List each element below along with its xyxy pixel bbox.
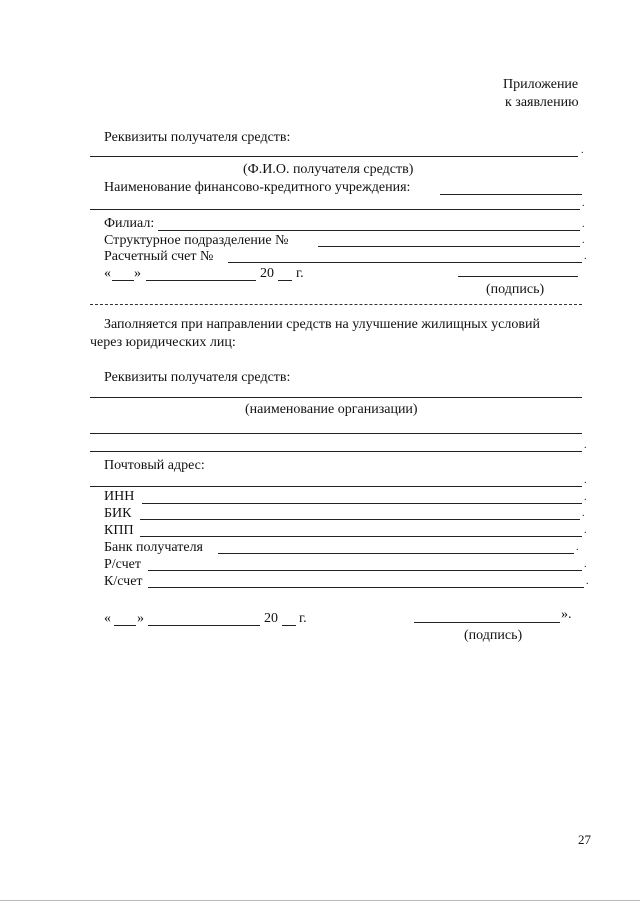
branch-field-dot: . <box>582 219 585 230</box>
account-field-dot: . <box>584 251 587 262</box>
org-field-line-2[interactable] <box>90 433 582 434</box>
fio-caption: (Ф.И.О. получателя средств) <box>243 162 414 177</box>
date1-open-quote: « <box>104 266 111 281</box>
fio-field-dot: . <box>581 145 584 156</box>
org-field-line[interactable] <box>90 397 582 398</box>
account-label: Расчетный счет № <box>104 249 214 264</box>
date1-year-suffix: г. <box>296 266 304 281</box>
branch-label: Филиал: <box>104 216 155 231</box>
inn-field-line[interactable] <box>142 503 582 504</box>
institution-field-line-2[interactable] <box>90 209 580 210</box>
date2-open-quote: « <box>104 611 111 626</box>
branch-field-line[interactable] <box>158 230 580 231</box>
postal-field-line[interactable] <box>90 486 582 487</box>
bank-label: Банк получателя <box>104 540 203 555</box>
date2-month-field[interactable] <box>148 625 260 626</box>
kpp-label: КПП <box>104 523 134 538</box>
page-bottom-edge <box>0 900 640 901</box>
appendix-title: Приложение <box>503 77 579 92</box>
org-field-line-3[interactable] <box>90 451 582 452</box>
signature2-caption: (подпись) <box>464 628 523 643</box>
bik-field-line[interactable] <box>140 519 580 520</box>
signature2-field-line[interactable] <box>414 622 560 623</box>
page-number: 27 <box>578 832 591 847</box>
date1-year-field[interactable] <box>278 280 292 281</box>
rs-field-line[interactable] <box>148 570 582 571</box>
date1-month-field[interactable] <box>146 280 256 281</box>
section2-title: Реквизиты получателя средств: <box>104 370 291 385</box>
signature2-end-quote: ». <box>561 607 572 622</box>
section1-title: Реквизиты получателя средств: <box>104 130 291 145</box>
date2-year-suffix: г. <box>299 611 307 626</box>
bik-field-dot: . <box>582 508 585 519</box>
bank-field-dot: . <box>576 542 579 553</box>
ks-field-dot: . <box>586 576 589 587</box>
section2-intro-line1: Заполняется при направлении средств на улучшение жилищных условий <box>104 317 540 332</box>
org-caption: (наименование организации) <box>245 402 418 417</box>
fio-field-line[interactable] <box>90 156 578 157</box>
postal-label: Почтовый адрес: <box>104 458 205 473</box>
date1-year-prefix: 20 <box>260 266 274 281</box>
signature1-caption: (подпись) <box>486 282 545 297</box>
ks-field-line[interactable] <box>148 587 584 588</box>
kpp-field-dot: . <box>584 525 587 536</box>
bank-field-line[interactable] <box>218 553 574 554</box>
ks-label: К/счет <box>104 574 143 589</box>
section2-intro-line2: через юридических лиц: <box>90 335 236 350</box>
inn-field-dot: . <box>584 492 587 503</box>
rs-label: Р/счет <box>104 557 141 572</box>
postal-field-dot: . <box>584 475 587 486</box>
date2-year-prefix: 20 <box>264 611 278 626</box>
rs-field-dot: . <box>584 559 587 570</box>
appendix-subtitle: к заявлению <box>505 95 579 110</box>
kpp-field-line[interactable] <box>140 536 582 537</box>
org-field-dot: . <box>584 440 587 451</box>
structural-label: Структурное подразделение № <box>104 233 289 248</box>
date1-day-field[interactable] <box>112 280 134 281</box>
date2-day-field[interactable] <box>114 625 136 626</box>
date2-close-quote: » <box>137 611 144 626</box>
date1-close-quote: » <box>134 266 141 281</box>
account-field-line[interactable] <box>228 262 582 263</box>
institution-field-line[interactable] <box>440 194 582 195</box>
structural-field-line[interactable] <box>318 246 580 247</box>
bik-label: БИК <box>104 506 132 521</box>
signature1-field-line[interactable] <box>458 276 578 277</box>
institution-field-dot: . <box>582 198 585 209</box>
date2-year-field[interactable] <box>282 625 296 626</box>
institution-label: Наименование финансово-кредитного учреждения: <box>104 180 411 195</box>
structural-field-dot: . <box>582 235 585 246</box>
inn-label: ИНН <box>104 489 135 504</box>
section-separator <box>90 304 582 305</box>
